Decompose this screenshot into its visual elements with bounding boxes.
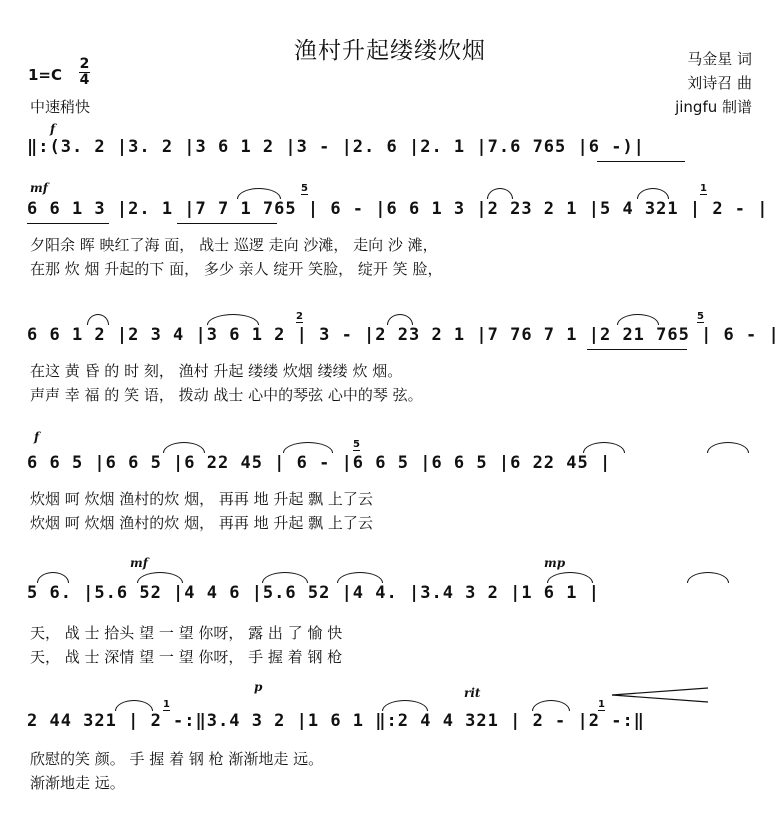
- notes-line-6: 2 44 321 | 2 -:‖3.4 3 2 |1 6 1 ‖:2 4 4 321 | 2 - |2 -:‖: [27, 711, 645, 731]
- beam-underline: [597, 161, 685, 162]
- dynamic-marking: f: [34, 430, 40, 444]
- grace-note-value: 1: [163, 699, 170, 710]
- notes-line-2: 6 6 1 3 |2. 1 |7 7 1 765 | 6 - |6 6 1 3 |2 23 2 1 |5 4 321 | 2 - |: [27, 199, 769, 219]
- decrescendo-hairpin: [612, 686, 712, 704]
- lyricist-credit: 马金星 词: [687, 50, 752, 68]
- grace-note-value: 1: [598, 699, 605, 710]
- dynamic-marking: rit: [464, 686, 481, 700]
- slur: [283, 442, 333, 453]
- key-signature: 1=C: [28, 66, 63, 84]
- page-title: 渔村升起缕缕炊烟: [294, 38, 486, 64]
- slur: [37, 572, 69, 583]
- transcriber-credit: jingfu 制谱: [675, 98, 752, 116]
- notes-line-1: ‖:(3. 2 |3. 2 |3 6 1 2 |3 - |2. 6 |2. 1 |7.6 765 |6 -)|: [27, 137, 645, 157]
- composer-credit: 刘诗召 曲: [687, 74, 752, 92]
- slur: [583, 442, 625, 453]
- notation-line-4: [27, 450, 757, 476]
- slur: [337, 572, 383, 583]
- time-signature: [79, 58, 90, 87]
- time-signature-bottom: 4: [79, 72, 90, 88]
- notation-line-3: [27, 322, 780, 348]
- grace-note-value: 1: [700, 183, 707, 194]
- lyric-line-6a: 欣慰的笑 颜。 手 握 着 钢 枪 渐渐地走 远。: [30, 750, 324, 768]
- beam-underline: [587, 349, 687, 350]
- dynamic-marking: mp: [544, 556, 566, 570]
- dynamic-marking: f: [50, 122, 56, 136]
- slur: [687, 572, 729, 583]
- slur: [382, 700, 428, 711]
- lyric-line-3a: 在这 黄 昏 的 时 刻， 渔村 升起 缕缕 炊烟 缕缕 炊 烟。: [30, 362, 403, 380]
- slur: [547, 572, 593, 583]
- dynamic-marking: p: [254, 680, 263, 694]
- notation-line-1: [27, 134, 757, 160]
- grace-note-value: 5: [697, 311, 704, 322]
- slur: [707, 442, 749, 453]
- slur: [163, 442, 205, 453]
- notes-line-5: 5 6. |5.6 52 |4 4 6 |5.6 52 |4 4. |3.4 3 2 |1 6 1 |: [27, 583, 600, 603]
- slur: [487, 188, 513, 199]
- time-signature-top: 2: [79, 56, 90, 72]
- slur: [87, 314, 109, 325]
- dynamic-marking: mf: [130, 556, 148, 570]
- grace-note: [700, 184, 707, 195]
- grace-note-value: 2: [296, 311, 303, 322]
- lyric-line-5a: 天， 战 士 拾头 望 一 望 你呀， 露 出 了 愉 快: [30, 624, 343, 642]
- beam-underline: [177, 223, 277, 224]
- slur: [617, 314, 659, 325]
- notation-line-6: [27, 708, 757, 734]
- tempo-marking: 中速稍快: [30, 98, 91, 116]
- lyric-line-3b: 声声 幸 福 的 笑 语， 拨动 战士 心中的琴弦 心中的琴 弦。: [30, 386, 423, 404]
- notes-line-4: 6 6 5 |6 6 5 |6 22 45 | 6 - |6 6 5 |6 6 5 |6 22 45 |: [27, 453, 612, 473]
- notation-line-2: [27, 196, 769, 222]
- slur: [532, 700, 570, 711]
- grace-note: [301, 184, 308, 195]
- lyric-line-5b: 天， 战 士 深情 望 一 望 你呀， 手 握 着 钢 枪: [30, 648, 343, 666]
- notes-line-3: 6 6 1 2 |2 3 4 |3 6 1 2 | 3 - |2 23 2 1 |7 76 7 1 |2 21 765 | 6 - |: [27, 325, 780, 345]
- lyric-line-6b: 渐渐地走 远。: [30, 774, 125, 792]
- slur: [387, 314, 413, 325]
- grace-note-value: 5: [301, 183, 308, 194]
- lyric-line-4b: 炊烟 呵 炊烟 渔村的炊 烟， 再再 地 升起 飘 上了云: [30, 514, 373, 532]
- slur: [207, 314, 259, 325]
- slur: [115, 700, 153, 711]
- slur: [137, 572, 183, 583]
- lyric-line-4a: 炊烟 呵 炊烟 渔村的炊 烟， 再再 地 升起 飘 上了云: [30, 490, 373, 508]
- grace-note-value: 5: [353, 439, 360, 450]
- beam-underline: [27, 223, 109, 224]
- notation-line-5: [27, 580, 757, 606]
- lyric-line-2a: 夕阳余 晖 映红了海 面， 战士 巡逻 走向 沙滩， 走向 沙 滩，: [30, 236, 438, 254]
- slur: [262, 572, 308, 583]
- slur: [637, 188, 669, 199]
- lyric-line-2b: 在那 炊 烟 升起的下 面， 多少 亲人 绽开 笑脸， 绽开 笑 脸，: [30, 260, 443, 278]
- slur: [237, 188, 281, 199]
- dynamic-marking: mf: [30, 181, 48, 195]
